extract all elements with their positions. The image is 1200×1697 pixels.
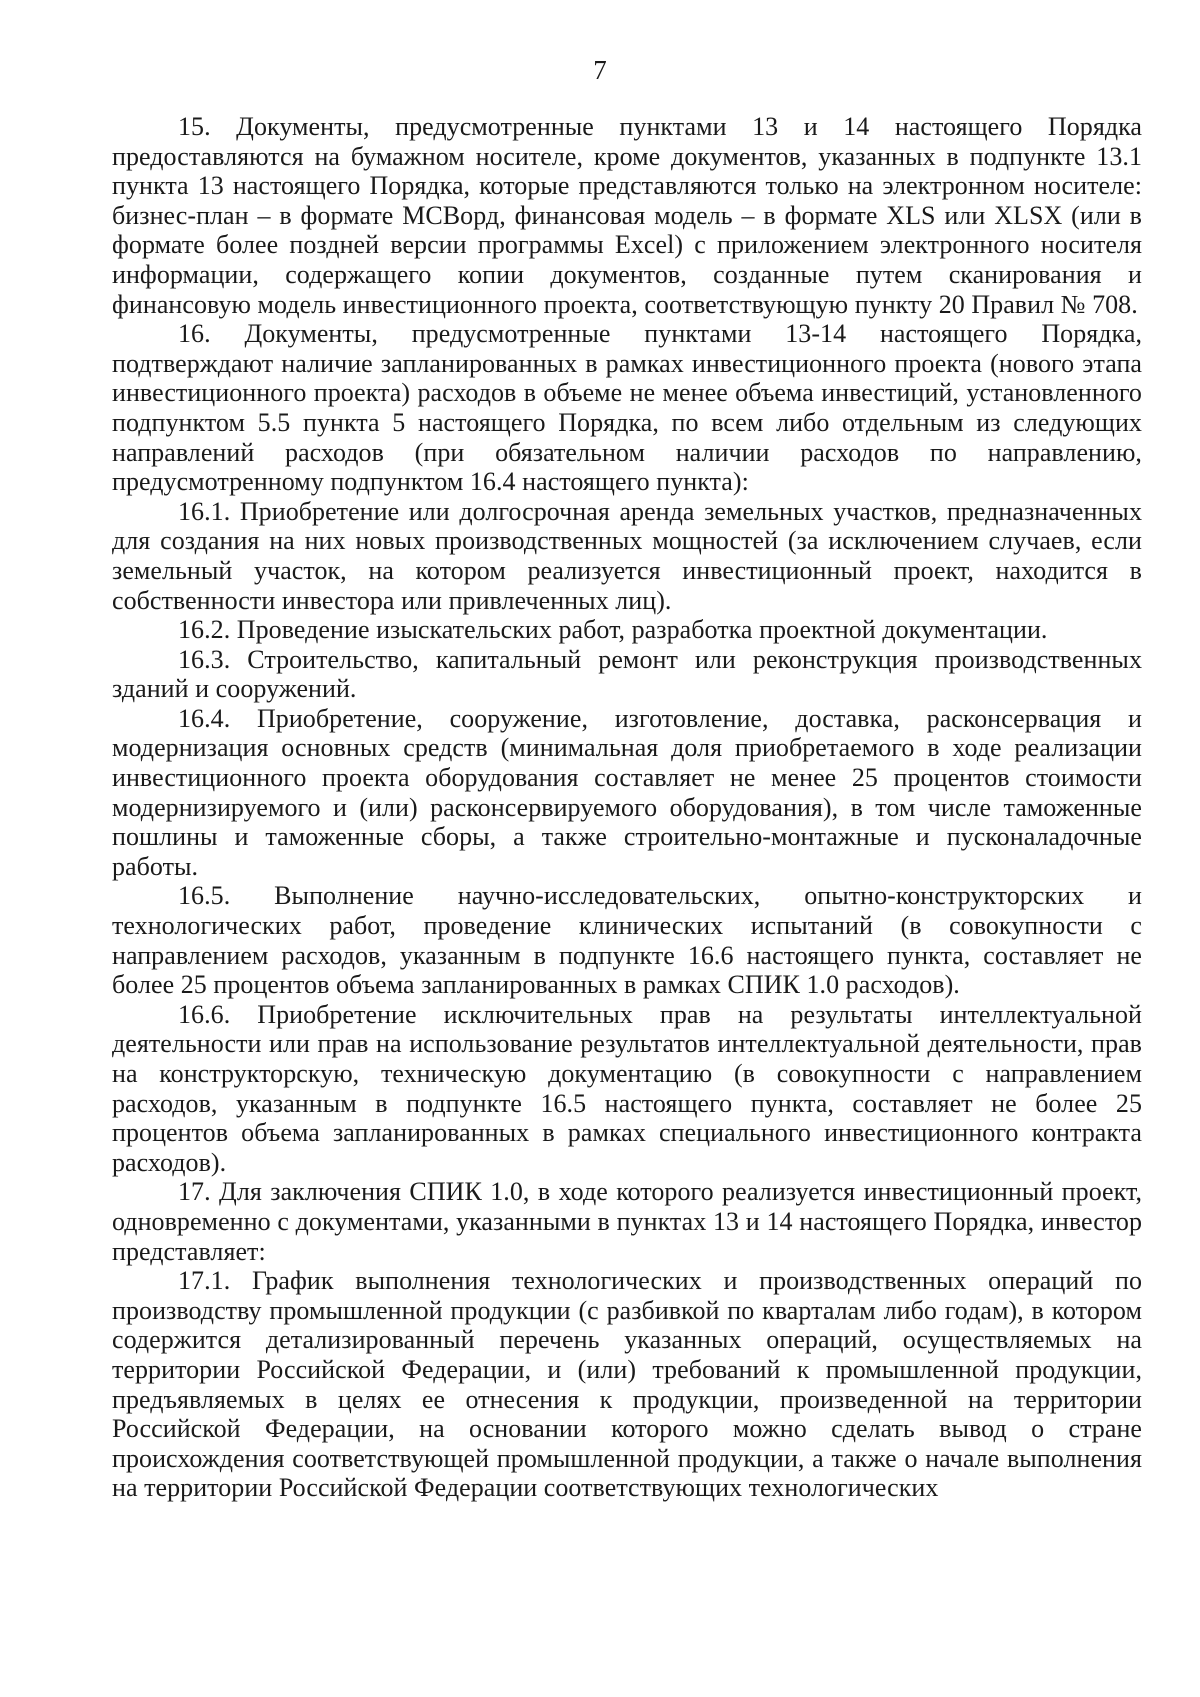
paragraph-16-2: 16.2. Проведение изыскательских работ, разработка проектной документации.	[178, 615, 1048, 645]
paragraph-17: 17. Для заключения СПИК 1.0, в ходе которого реализуется инвестиционный проект, одновременно с документами, указанными в пунктах 13 и 14 настоящего Порядка, инвестор представляет:	[112, 1177, 1142, 1266]
paragraph-16-6: 16.6. Приобретение исключительных прав на результаты интеллектуальной деятельности или прав на использование результатов интеллектуальной деятельности, прав на конструкторскую, техническую документацию (в совокупности с направлением расходов, указанным в подпункте 16.5 настоящего пункта, составляет не более 25 процентов объема запланированных в рамках специального инвестиционного контракта расходов).	[112, 999, 1142, 1177]
paragraph-15: 15. Документы, предусмотренные пунктами 13 и 14 настоящего Порядка предоставляются на бумажном носителе, кроме документов, указанных в подпункте 13.1 пункта 13 настоящего Порядка, которые представляются только на электронном носителе: бизнес-план – в формате МСВорд, финансовая модель – в формате XLS или XLSX (или в формате более поздней версии программы Excel) с приложением электронного носителя информации, содержащего копии документов, созданные путем сканирования и финансовую модель инвестиционного проекта, соответствующую пункту 20 Правил № 708.	[112, 112, 1142, 319]
paragraph-17-1: 17.1. График выполнения технологических и производственных операций по производству промышленной продукции (с разбивкой по кварталам либо годам), в котором содержится детализированный перечень указанных операций, осуществляемых на территории Российской Федерации, и (или) требований к промышленной продукции, предъявляемых в целях ее отнесения к продукции, произведенной на территории Российской Федерации, на основании которого можно сделать вывод о стране происхождения соответствующей промышленной продукции, а также о начале выполнения на территории Российской Федерации соответствующих технологических	[112, 1266, 1142, 1503]
paragraph-16-5: 16.5. Выполнение научно-исследовательских, опытно-конструкторских и технологических работ, проведение клинических испытаний (в совокупности с направлением расходов, указанным в подпункте 16.6 настоящего пункта, составляет не более 25 процентов объема запланированных в рамках СПИК 1.0 расходов).	[112, 881, 1142, 1000]
document-body	[112, 112, 1142, 1503]
page-number: 7	[593, 55, 607, 85]
paragraph-16-1: 16.1. Приобретение или долгосрочная аренда земельных участков, предназначенных для создания на них новых производственных мощностей (за исключением случаев, если земельный участок, на котором реализуется инвестиционный проект, находится в собственности инвестора или привлеченных лиц).	[112, 496, 1142, 615]
paragraph-16-3: 16.3. Строительство, капитальный ремонт или реконструкция производственных зданий и сооружений.	[112, 644, 1142, 704]
paragraph-16: 16. Документы, предусмотренные пунктами 13-14 настоящего Порядка, подтверждают наличие запланированных в рамках инвестиционного проекта (нового этапа инвестиционного проекта) расходов в объеме не менее объема инвестиций, установленного подпунктом 5.5 пункта 5 настоящего Порядка, по всем либо отдельным из следующих направлений расходов (при обязательном наличии расходов по направлению, предусмотренному подпунктом 16.4 настоящего пункта):	[112, 319, 1142, 497]
paragraph-16-4: 16.4. Приобретение, сооружение, изготовление, доставка, расконсервация и модернизация основных средств (минимальная доля приобретаемого в ходе реализации инвестиционного проекта оборудования составляет не менее 25 процентов стоимости модернизируемого и (или) расконсервируемого оборудования), в том числе таможенные пошлины и таможенные сборы, а также строительно-монтажные и пусконаладочные работы.	[112, 703, 1142, 881]
